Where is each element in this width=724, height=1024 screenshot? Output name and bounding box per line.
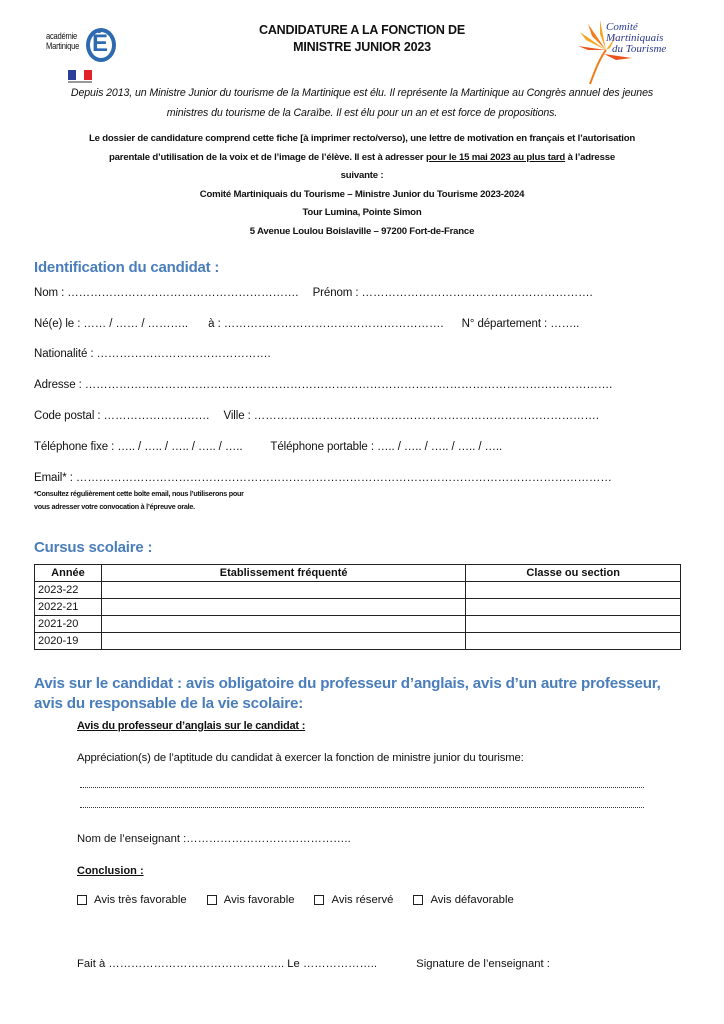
birth-date-field[interactable]: Né(e) le : …… / …… / ……….. [34, 318, 188, 330]
signature-label: Signature de l’enseignant : [416, 958, 550, 970]
conclusion-label: Conclusion : [77, 865, 144, 877]
address-line-2: Tour Lumina, Pointe Simon [302, 207, 422, 218]
address-line-1: Comité Martiniquais du Tourisme – Ministre Junior du Tourisme 2023-2024 [199, 188, 525, 200]
page-title: CANDIDATURE A LA FONCTION DE MINISTRE JUNIOR 2023 [259, 23, 465, 54]
table-row [35, 633, 681, 650]
tel-fixe-field[interactable]: Téléphone fixe : ….. / ….. / ….. / ….. / ….. [34, 441, 243, 453]
column-header-etablissement: Etablissement fréquenté [101, 565, 465, 582]
etablissement-cell[interactable] [101, 599, 465, 616]
appreciation-label: Appréciation(s) de l’aptitude du candidat à exercer la fonction de ministre junior du tourisme: [77, 752, 524, 764]
comite-martiniquais-logo [576, 18, 680, 86]
checkbox-icon[interactable] [314, 895, 324, 905]
option-reserve[interactable]: Avis réservé [314, 894, 393, 906]
academie-logo-letter: É [92, 30, 109, 57]
column-header-classe: Classe ou section [466, 565, 681, 582]
table-header-row [35, 565, 681, 582]
option-tres-favorable[interactable]: Avis très favorable [77, 894, 187, 906]
tel-portable-field[interactable]: Téléphone portable : ….. / ….. / ….. / ….. / ….. [270, 441, 503, 453]
adresse-field[interactable]: Adresse : …………………………………………………………………………………………………………………………. [34, 379, 613, 391]
nom-field[interactable]: Nom : ……………………………………………………. [34, 287, 299, 299]
etablissement-cell[interactable] [101, 582, 465, 599]
option-defavorable[interactable]: Avis défavorable [413, 894, 513, 906]
nationalite-field[interactable]: Nationalité : ………………………………………. [34, 348, 271, 360]
deadline-text: pour le 15 mai 2023 au plus tard [425, 151, 566, 163]
avis-section-title: Avis sur le candidat : avis obligatoire du professeur d’anglais, avis d’un autre professeur, avis du responsable de la vie scolaire: [34, 675, 661, 712]
avis-professeur-subtitle: Avis du professeur d’anglais sur le candidat : [77, 720, 306, 732]
etablissement-cell[interactable] [101, 616, 465, 633]
appreciation-line-1[interactable] [80, 786, 644, 788]
signature-row [77, 958, 550, 970]
dossier-instructions: Le dossier de candidature comprend cette fiche [à imprimer recto/verso), une lettre de motivation en français et l’autorisation parentale d’utilisation de la voix et de l’image de l’élève. Il est à adresser pour le 15 mai 2023 au plus tard à l’adresse suivante : Comité Martiniquais du Tourisme – Ministre Junior du Tourisme 2023-2024 Tour Lumina, Pointe Simon 5 Avenue Loulou Boislaville – 97200 Fort-de-France [20, 130, 704, 241]
academie-logo-text: académie Martinique [46, 31, 80, 52]
etablissement-cell[interactable] [101, 633, 465, 650]
address-line-3: 5 Avenue Loulou Boislaville – 97200 Fort-de-France [249, 225, 475, 237]
checkbox-icon[interactable] [207, 895, 217, 905]
table-row [35, 582, 681, 599]
departement-field[interactable]: N° département : …….. [461, 318, 580, 330]
postal-row [34, 410, 599, 422]
email-note: *Consultez régulièrement cette boîte email, nous l’utiliserons pour vous adresser votre convocation à l’épreuve orale. [34, 489, 244, 511]
identification-section-title: Identification du candidat : [34, 259, 220, 276]
classe-cell[interactable] [466, 616, 681, 633]
appreciation-line-2[interactable] [80, 806, 644, 808]
birth-row [34, 318, 579, 330]
annee-cell: 2020-19 [35, 633, 102, 650]
option-favorable[interactable]: Avis favorable [207, 894, 295, 906]
annee-cell: 2021-20 [35, 616, 102, 633]
column-header-annee: Année [35, 565, 102, 582]
conclusion-options [77, 894, 534, 906]
name-row [34, 287, 593, 299]
cursus-section-title: Cursus scolaire : [34, 539, 153, 556]
code-postal-field[interactable]: Code postal : ………………………. [34, 410, 210, 422]
cursus-table [34, 564, 681, 650]
classe-cell[interactable] [466, 599, 681, 616]
comite-logo-text: Comité Martiniquais du Tourisme [606, 21, 667, 55]
classe-cell[interactable] [466, 582, 681, 599]
checkbox-icon[interactable] [77, 895, 87, 905]
academie-martinique-logo [44, 18, 124, 88]
intro-paragraph: Depuis 2013, un Ministre Junior du tourisme de la Martinique est élu. Il représente la Martinique au Congrès annuel des jeunes ministres du tourisme de la Caraïbe. Il est élu pour un an et est force de propositions. [70, 87, 654, 119]
birth-place-field[interactable]: à : …………………………………………………. [208, 318, 444, 330]
annee-cell: 2022-21 [35, 599, 102, 616]
checkbox-icon[interactable] [413, 895, 423, 905]
french-flag-icon [68, 70, 92, 80]
fait-a-field[interactable]: Fait à ……………………………………….. Le ……………….. [77, 958, 378, 970]
annee-cell: 2023-22 [35, 582, 102, 599]
phone-row [34, 441, 502, 453]
ville-field[interactable]: Ville : ………………………………………………………………………………. [223, 410, 599, 422]
table-row [35, 616, 681, 633]
classe-cell[interactable] [466, 633, 681, 650]
email-field[interactable]: Email* : …………………………………………………………………………………………………………………………… [34, 472, 612, 484]
table-row [35, 599, 681, 616]
prenom-field[interactable]: Prénom : ……………………………………………………. [312, 287, 593, 299]
teacher-name-field[interactable]: Nom de l’enseignant :…………………………………….. [77, 833, 351, 845]
